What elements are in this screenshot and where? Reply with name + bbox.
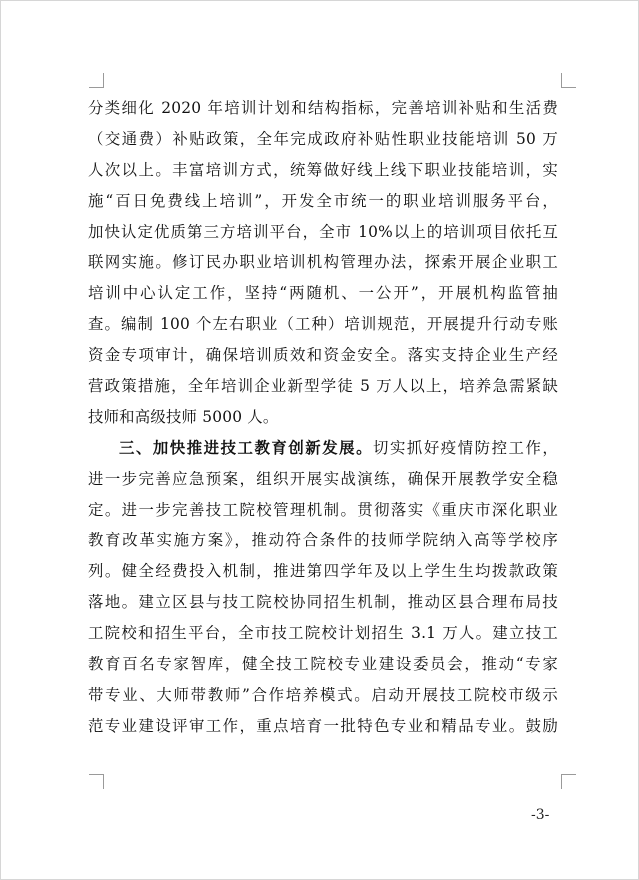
text-line: 定。进一步完善技工院校管理机制。贯彻落实《重庆市深化职业 — [88, 500, 558, 519]
paragraph-first-line — [88, 437, 558, 468]
text-line: 施“百日免费线上培训”，开发全市统一的职业培训服务平台， — [88, 191, 558, 210]
text-line: 范专业建设评审工作，重点培育一批特色专业和精品专业。鼓励 — [88, 716, 558, 735]
text-line: 培训中心认定工作，坚持“两随机、一公开”，开展机构监管抽 — [88, 284, 558, 303]
paragraph-technical-education — [88, 437, 558, 746]
text-line: 列。健全经费投入机制，推进第四学年及以上学生生均拨款政策 — [88, 562, 558, 581]
page-number: -3- — [531, 807, 550, 823]
paragraph-training — [88, 97, 558, 437]
text-line: 带专业、大师带教师”合作培养模式。启动开展技工院校市级示 — [88, 685, 558, 704]
text-line: 查。编制 100 个左右职业（工种）培训规范，开展提升行动专账 — [88, 315, 558, 334]
text-line: 分类细化 2020 年培训计划和结构指标，完善培训补贴和生活费 — [88, 99, 558, 117]
section-heading: 三、加快推进技工教育创新发展。 — [119, 438, 374, 457]
text-line: 教育百名专家智库，健全技工院校专业建设委员会，推动“专家 — [88, 655, 558, 674]
text-line: 落地。建立区县与技工院校协同招生机制，推动区县合理布局技 — [88, 593, 558, 612]
crop-mark-top-left — [89, 73, 104, 88]
text-line: 联网实施。修订民办职业培训机构管理办法，探索开展企业职工 — [88, 253, 558, 272]
body-text — [88, 97, 558, 746]
text-segment: 切实抓好疫情防控工作， — [373, 438, 558, 457]
crop-mark-bottom-left — [89, 774, 104, 789]
text-line: 人次以上。丰富培训方式，统筹做好线上线下职业技能培训，实 — [88, 160, 558, 179]
text-line: 教育改革实施方案》，推动符合条件的技师学院纳入高等学校序 — [88, 531, 558, 550]
text-line: 加快认定优质第三方培训平台，全市 10%以上的培训项目依托互 — [88, 222, 558, 241]
text-line: 技师和高级技师 5000 人。 — [88, 407, 279, 426]
text-line: 资金专项审计，确保培训质效和资金安全。落实支持企业生产经 — [88, 346, 558, 365]
text-line: 进一步完善应急预案，组织开展实战演练，确保开展教学安全稳 — [88, 469, 558, 488]
crop-mark-top-right — [561, 73, 576, 88]
crop-mark-bottom-right — [561, 774, 576, 789]
text-line: 营政策措施，全年培训企业新型学徒 5 万人以上，培养急需紧缺 — [88, 377, 558, 396]
text-line: （交通费）补贴政策，全年完成政府补贴性职业技能培训 50 万 — [88, 129, 558, 148]
text-line: 工院校和招生平台，全市技工院校计划招生 3.1 万人。建立技工 — [88, 624, 558, 643]
